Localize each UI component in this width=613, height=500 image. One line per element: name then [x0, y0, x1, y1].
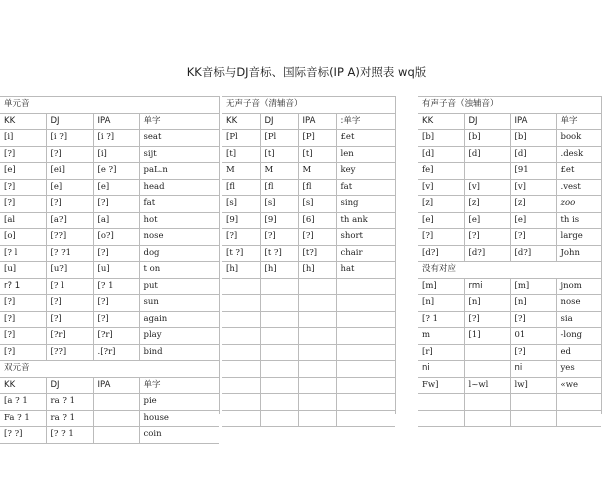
voiced-consonant-table: [418, 96, 601, 427]
word-cell: zoo: [556, 196, 601, 213]
table-row: [0, 245, 219, 262]
ipa-cell: ni: [510, 361, 556, 378]
word-cell: «we: [556, 377, 601, 394]
ipa-cell: [e ?]: [93, 163, 139, 180]
header-word: 单字: [139, 377, 219, 394]
kk-cell: [?]: [0, 196, 46, 213]
dj-cell: [?]: [46, 295, 93, 312]
header-word: 单字: [556, 113, 601, 130]
table-row: [418, 229, 601, 246]
empty-row: [222, 295, 395, 312]
word-cell: seat: [139, 130, 219, 147]
dj-cell: [? ?1: [46, 245, 93, 262]
word-cell: paL.n: [139, 163, 219, 180]
kk-cell: [? ?]: [0, 427, 46, 444]
ipa-cell: [d?]: [510, 245, 556, 262]
dj-cell: M: [260, 163, 298, 180]
dj-cell: [? l: [46, 278, 93, 295]
ipa-cell: [?]: [93, 196, 139, 213]
kk-cell: fe]: [418, 163, 464, 180]
dj-cell: [??]: [46, 229, 93, 246]
ipa-cell: M: [298, 163, 336, 180]
dj-cell: [fl: [260, 179, 298, 196]
dj-cell: [s]: [260, 196, 298, 213]
word-cell: head: [139, 179, 219, 196]
dj-cell: [ei]: [46, 163, 93, 180]
dj-cell: l~wl: [464, 377, 510, 394]
kk-cell: [? l: [0, 245, 46, 262]
table-row: [418, 163, 601, 180]
kk-cell: m: [418, 328, 464, 345]
table-row: [0, 163, 219, 180]
empty-row: [222, 377, 395, 394]
ipa-cell: lw]: [510, 377, 556, 394]
word-cell: sia: [556, 311, 601, 328]
header-kk: KK: [418, 113, 464, 130]
ipa-cell: [m]: [510, 278, 556, 295]
table-row: [0, 410, 219, 427]
kk-cell: [?]: [222, 229, 260, 246]
ipa-cell: [d]: [510, 146, 556, 163]
word-cell: sun: [139, 295, 219, 312]
dj-cell: [u?]: [46, 262, 93, 279]
word-cell: put: [139, 278, 219, 295]
table-row: [418, 344, 601, 361]
dj-cell: [464, 163, 510, 180]
header-dj: DJ: [464, 113, 510, 130]
table-row: [0, 311, 219, 328]
kk-cell: [a ? 1: [0, 394, 46, 411]
dj-cell: [??]: [46, 344, 93, 361]
dj-cell: [?]: [46, 311, 93, 328]
ipa-cell: [93, 427, 139, 444]
table-row: [222, 262, 395, 279]
kk-cell: Fw]: [418, 377, 464, 394]
header-ipa: IPA: [510, 113, 556, 130]
kk-cell: [e]: [418, 212, 464, 229]
table-row: [0, 229, 219, 246]
dj-cell: [i ?]: [46, 130, 93, 147]
column-header-row: [0, 377, 219, 394]
header-kk: KK: [0, 113, 46, 130]
dj-cell: [a?]: [46, 212, 93, 229]
page-title: KK音标与DJ音标、国际音标(IP A)对照表 wq版: [186, 65, 427, 79]
kk-cell: [? 1: [418, 311, 464, 328]
ipa-cell: [t?]: [298, 245, 336, 262]
dj-cell: rmi: [464, 278, 510, 295]
table-row: [418, 146, 601, 163]
kk-cell: [?]: [0, 146, 46, 163]
table-row: [418, 328, 601, 345]
ipa-cell: [h]: [298, 262, 336, 279]
section-title-no-correspondence: 没有对应: [418, 262, 601, 279]
table-row: [418, 311, 601, 328]
dj-cell: [t ?]: [260, 245, 298, 262]
ipa-cell: [?]: [510, 229, 556, 246]
dj-cell: [v]: [464, 179, 510, 196]
section-title-monophthongs: 单元音: [0, 97, 219, 114]
kk-cell: [o]: [0, 229, 46, 246]
ipa-cell: [o?]: [93, 229, 139, 246]
header-word: 单字: [139, 113, 219, 130]
kk-cell: [?]: [0, 311, 46, 328]
word-cell: short: [336, 229, 395, 246]
empty-row: [222, 361, 395, 378]
dj-cell: [z]: [464, 196, 510, 213]
word-cell: th ank: [336, 212, 395, 229]
dj-cell: [?]: [46, 196, 93, 213]
kk-cell: M: [222, 163, 260, 180]
table-row: [418, 130, 601, 147]
header-kk: KK: [222, 113, 260, 130]
dj-cell: [n]: [464, 295, 510, 312]
dj-cell: [Pl: [260, 130, 298, 147]
word-cell: book: [556, 130, 601, 147]
ipa-cell: [a]: [93, 212, 139, 229]
empty-row: [418, 410, 601, 427]
column-header-row: [418, 113, 601, 130]
table-row: [0, 278, 219, 295]
word-cell: -long: [556, 328, 601, 345]
table-row: [418, 179, 601, 196]
section-title-voiceless: 无声子音（清辅音）: [222, 97, 395, 114]
word-cell: key: [336, 163, 395, 180]
dj-cell: [?]: [464, 311, 510, 328]
table-row: [0, 394, 219, 411]
table-row: [0, 196, 219, 213]
header-word: :单字: [336, 113, 395, 130]
table-row: [418, 377, 601, 394]
dj-cell: [t]: [260, 146, 298, 163]
kk-cell: [d]: [418, 146, 464, 163]
kk-cell: Fa ? 1: [0, 410, 46, 427]
word-cell: pie: [139, 394, 219, 411]
dj-cell: [1]: [464, 328, 510, 345]
kk-cell: [?]: [0, 328, 46, 345]
kk-cell: [v]: [418, 179, 464, 196]
word-cell: ed: [556, 344, 601, 361]
ipa-cell: [?]: [93, 295, 139, 312]
header-dj: DJ: [46, 113, 93, 130]
ipa-cell: [e]: [510, 212, 556, 229]
ipa-cell: [?]: [93, 245, 139, 262]
word-cell: coin: [139, 427, 219, 444]
monophthong-table: [0, 96, 219, 444]
kk-cell: [fl: [222, 179, 260, 196]
table-row: [222, 146, 395, 163]
word-cell: hot: [139, 212, 219, 229]
column-header-row: [222, 113, 395, 130]
table-row: [0, 146, 219, 163]
empty-row: [222, 311, 395, 328]
header-kk: KK: [0, 377, 46, 394]
kk-cell: [t ?]: [222, 245, 260, 262]
section-title-voiced: 有声子音（浊辅音）: [418, 97, 601, 114]
ipa-cell: [?r]: [93, 328, 139, 345]
empty-row: [222, 394, 395, 411]
table-row: [222, 130, 395, 147]
word-cell: len: [336, 146, 395, 163]
kk-cell: [?]: [0, 295, 46, 312]
kk-cell: [s]: [222, 196, 260, 213]
section-title-diphthongs: 双元音: [0, 361, 219, 378]
word-cell: fat: [336, 179, 395, 196]
ipa-cell: [s]: [298, 196, 336, 213]
kk-cell: r? 1: [0, 278, 46, 295]
word-cell: £et: [336, 130, 395, 147]
kk-cell: [m]: [418, 278, 464, 295]
table-row: [0, 262, 219, 279]
table-row: [0, 328, 219, 345]
kk-cell: [z]: [418, 196, 464, 213]
table-row: [222, 212, 395, 229]
table-row: [222, 179, 395, 196]
word-cell: chair: [336, 245, 395, 262]
kk-cell: [?]: [0, 179, 46, 196]
word-cell: fat: [139, 196, 219, 213]
kk-cell: [9]: [222, 212, 260, 229]
table-row: [0, 130, 219, 147]
ipa-cell: [?]: [510, 344, 556, 361]
kk-cell: [d?]: [418, 245, 464, 262]
dj-cell: [d?]: [464, 245, 510, 262]
dj-cell: [e]: [46, 179, 93, 196]
empty-row: [222, 410, 395, 427]
empty-row: [222, 344, 395, 361]
table-row: [0, 212, 219, 229]
dj-cell: [?]: [46, 146, 93, 163]
kk-cell: [h]: [222, 262, 260, 279]
table-row: [418, 212, 601, 229]
word-cell: dog: [139, 245, 219, 262]
word-cell: hat: [336, 262, 395, 279]
kk-cell: [n]: [418, 295, 464, 312]
ipa-cell: .[?r]: [93, 344, 139, 361]
ipa-cell: [?]: [510, 311, 556, 328]
ipa-cell: [z]: [510, 196, 556, 213]
table-row: [0, 295, 219, 312]
kk-cell: [?]: [0, 344, 46, 361]
ipa-cell: [fl: [298, 179, 336, 196]
table-row: [418, 196, 601, 213]
section-header-row: [0, 361, 219, 378]
ipa-cell: [93, 410, 139, 427]
header-ipa: IPA: [93, 113, 139, 130]
dj-cell: [e]: [464, 212, 510, 229]
dj-cell: [?]: [464, 229, 510, 246]
ipa-cell: [93, 394, 139, 411]
ipa-cell: [u]: [93, 262, 139, 279]
word-cell: th is: [556, 212, 601, 229]
table-row: [222, 229, 395, 246]
voiceless-consonant-table: [222, 96, 395, 427]
ipa-cell: [e]: [93, 179, 139, 196]
kk-cell: [e]: [0, 163, 46, 180]
ipa-cell: [t]: [298, 146, 336, 163]
word-cell: sijt: [139, 146, 219, 163]
dj-cell: [?]: [260, 229, 298, 246]
word-cell: again: [139, 311, 219, 328]
ipa-cell: [?]: [298, 229, 336, 246]
dj-cell: ra ? 1: [46, 394, 93, 411]
section-header-row: [418, 97, 601, 114]
word-cell: sing: [336, 196, 395, 213]
word-cell: nose: [139, 229, 219, 246]
dj-cell: [464, 361, 510, 378]
ipa-cell: [?]: [93, 311, 139, 328]
word-cell: .desk: [556, 146, 601, 163]
header-dj: DJ: [46, 377, 93, 394]
column-divider: [601, 96, 602, 414]
word-cell: jnom: [556, 278, 601, 295]
dj-cell: [? ? 1: [46, 427, 93, 444]
ipa-cell: [i ?]: [93, 130, 139, 147]
dj-cell: [d]: [464, 146, 510, 163]
dj-cell: [464, 344, 510, 361]
word-cell: bind: [139, 344, 219, 361]
dj-cell: [9]: [260, 212, 298, 229]
word-cell: John: [556, 245, 601, 262]
word-cell: house: [139, 410, 219, 427]
kk-cell: ni: [418, 361, 464, 378]
ipa-cell: [? 1: [93, 278, 139, 295]
word-cell: yes: [556, 361, 601, 378]
ipa-cell: [b]: [510, 130, 556, 147]
dj-cell: [b]: [464, 130, 510, 147]
empty-row: [418, 394, 601, 411]
header-dj: DJ: [260, 113, 298, 130]
header-ipa: IPA: [93, 377, 139, 394]
ipa-cell: [n]: [510, 295, 556, 312]
dj-cell: ra ? 1: [46, 410, 93, 427]
table-row: [418, 295, 601, 312]
word-cell: t on: [139, 262, 219, 279]
kk-cell: [b]: [418, 130, 464, 147]
table-row: [222, 196, 395, 213]
ipa-cell: [91: [510, 163, 556, 180]
word-cell: .vest: [556, 179, 601, 196]
kk-cell: [Pl: [222, 130, 260, 147]
column-divider: [219, 96, 220, 414]
kk-cell: [?]: [418, 229, 464, 246]
column-header-row: [0, 113, 219, 130]
dj-cell: [h]: [260, 262, 298, 279]
table-row: [418, 278, 601, 295]
empty-row: [222, 278, 395, 295]
dj-cell: [?r]: [46, 328, 93, 345]
table-row: [222, 245, 395, 262]
column-divider: [395, 96, 396, 414]
ipa-cell: [i]: [93, 146, 139, 163]
ipa-cell: [P]: [298, 130, 336, 147]
word-cell: large: [556, 229, 601, 246]
kk-cell: [i]: [0, 130, 46, 147]
kk-cell: [al: [0, 212, 46, 229]
header-ipa: IPA: [298, 113, 336, 130]
section-header-row: [0, 97, 219, 114]
kk-cell: [r]: [418, 344, 464, 361]
section-header-row: [222, 97, 395, 114]
word-cell: nose: [556, 295, 601, 312]
table-row: [222, 163, 395, 180]
word-cell: £et: [556, 163, 601, 180]
ipa-cell: [6]: [298, 212, 336, 229]
section-header-row: [418, 262, 601, 279]
ipa-cell: 01: [510, 328, 556, 345]
ipa-cell: [v]: [510, 179, 556, 196]
table-row: [0, 344, 219, 361]
table-row: [0, 427, 219, 444]
word-cell: play: [139, 328, 219, 345]
kk-cell: [t]: [222, 146, 260, 163]
table-row: [418, 245, 601, 262]
table-row: [0, 179, 219, 196]
kk-cell: [u]: [0, 262, 46, 279]
empty-row: [222, 328, 395, 345]
table-row: [418, 361, 601, 378]
